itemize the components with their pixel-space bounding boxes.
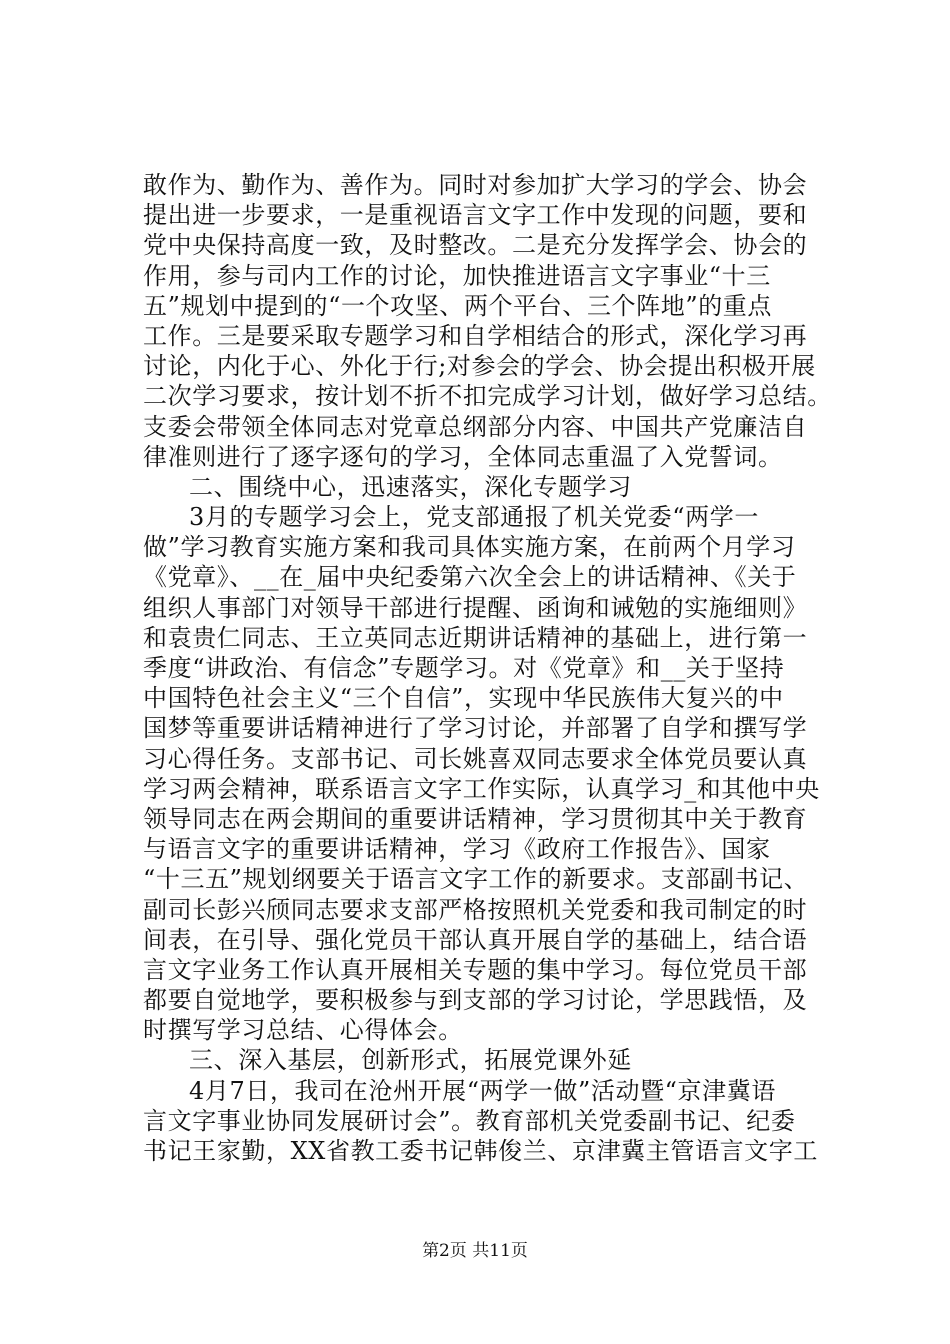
- text-line: 支委会带领全体同志对党章总纲部分内容、中国共产党廉洁自: [143, 412, 808, 441]
- text-line: 言文字事业协同发展研讨会”。教育部机关党委副书记、纪委: [143, 1106, 796, 1135]
- text-line: 副司长彭兴颀同志要求支部严格按照机关党委和我司制定的时: [143, 895, 808, 924]
- text-line: 五”规划中提到的“一个攻坚、两个平台、三个阵地”的重点: [143, 291, 773, 320]
- paragraph-first-line: 3月的专题学习会上，党支部通报了机关党委“两学一: [189, 503, 759, 532]
- text-line: 时撰写学习总结、心得体会。: [143, 1016, 463, 1045]
- document-body: [143, 170, 832, 1166]
- text-line: 季度“讲政治、有信念”专题学习。对《党章》和__关于坚持: [143, 654, 785, 682]
- text-line: 间表，在引导、强化党员干部认真开展自学的基础上，结合语: [143, 925, 808, 954]
- text-line: 敢作为、勤作为、善作为。同时对参加扩大学习的学会、协会: [143, 171, 808, 199]
- text-line: 作用，参与司内工作的讨论，加快推进语言文字事业“十三: [143, 261, 771, 290]
- text-line: 二次学习要求，按计划不折不扣完成学习计划，做好学习总结。: [143, 382, 832, 411]
- page-number-footer: 第2页 共11页: [422, 1241, 528, 1261]
- section-heading: 二、围绕中心，迅速落实，深化专题学习: [189, 472, 632, 501]
- text-line: 党中央保持高度一致，及时整改。二是充分发挥学会、协会的: [143, 231, 808, 260]
- text-line: 领导同志在两会期间的重要讲话精神，学习贯彻其中关于教育: [143, 804, 808, 833]
- text-line: 组织人事部门对领导干部进行提醒、函询和诫勉的实施细则》: [143, 593, 808, 622]
- text-line: 讨论，内化于心、外化于行;对参会的学会、协会提出积极开展: [143, 352, 816, 381]
- text-line: 提出进一步要求，一是重视语言文字工作中发现的问题，要和: [143, 201, 808, 230]
- text-line: 律准则进行了逐字逐句的学习，全体同志重温了入党誓词。: [143, 442, 783, 471]
- text-line: 和袁贵仁同志、王立英同志近期讲话精神的基础上，进行第一: [143, 623, 808, 652]
- text-line: 学习两会精神，联系语言文字工作实际，认真学习_和其他中央: [143, 774, 820, 803]
- text-line: 国梦等重要讲话精神进行了学习讨论，并部署了自学和撰写学: [143, 714, 808, 743]
- text-line: 中国特色社会主义“三个自信”，实现中华民族伟大复兴的中: [143, 684, 784, 713]
- text-line: 《党章》、__在_届中央纪委第六次全会上的讲话精神、《关于: [143, 563, 797, 592]
- text-line: 工作。三是要采取专题学习和自学相结合的形式，深化学习再: [143, 321, 808, 350]
- text-line: 言文字业务工作认真开展相关专题的集中学习。每位党员干部: [143, 955, 808, 984]
- text-line: 做”学习教育实施方案和我司具体实施方案，在前两个月学习: [143, 533, 796, 562]
- text-line: 习心得任务。支部书记、司长姚喜双同志要求全体党员要认真: [143, 744, 808, 773]
- text-line: 都要自觉地学，要积极参与到支部的学习讨论，学思践悟，及: [143, 986, 808, 1015]
- text-line: “十三五”规划纲要关于语言文字工作的新要求。支部副书记、: [143, 865, 809, 894]
- text-line: 与语言文字的重要讲话精神，学习《政府工作报告》、国家: [143, 835, 771, 864]
- section-heading: 三、深入基层，创新形式，拓展党课外延: [189, 1046, 632, 1075]
- text-line: 书记王家勤，XX省教工委书记韩俊兰、京津冀主管语言文字工: [143, 1137, 818, 1165]
- paragraph-first-line: 4月7日，我司在沧州开展“两学一做”活动暨“京津冀语: [189, 1076, 776, 1105]
